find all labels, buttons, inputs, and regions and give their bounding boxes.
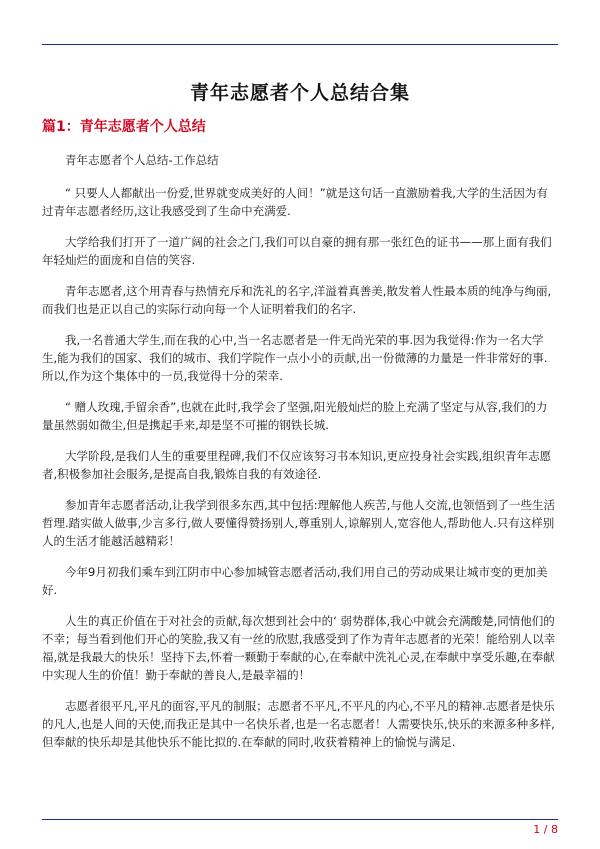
- page-title: 青年志愿者个人总结合集: [189, 82, 410, 104]
- paragraph: “ 只要人人都献出一份爱,世界就变成美好的人间！”就是这句话一直激励着我,大学的生活因为有过青年志愿者经历,这让我感受到了生命中充满爱.: [42, 186, 548, 218]
- section-heading: 篇1：青年志愿者个人总结: [42, 119, 206, 135]
- paragraph: 大学阶段,是我们人生的重要里程碑,我们不仅应该努习书本知识,更应投身社会实践,组织青年志愿者,积极参加社会服务,是提高自我,锻炼自我的有效途径.: [42, 449, 552, 481]
- paragraph: 人生的真正价值在于对社会的贡献,每次想到社会中的‘ 弱势群体,我心中就会充满酸楚,同情他们的不幸；每当看到他们开心的笑脸,我又有一丝的欣慰,我感受到了作为青年志愿者的光荣！能给别人以幸福,就是我最大的快乐！坚持下去,怀着一颗勤于奉献的心,在奉献中洗礼心灵,在奉献中享受乐趣,在奉献中实现人生的价值！勤于奉献的善良人,是最幸福的！: [42, 614, 556, 682]
- page-indicator: 1 / 8: [533, 823, 558, 836]
- paragraph: 今年9月初我们乘车到江阴市中心参加城管志愿者活动,我们用自己的劳动成果让城市变的更加美好.: [42, 565, 548, 597]
- document-body: [42, 151, 558, 764]
- footer-rule: [42, 819, 558, 820]
- paragraph: 志愿者很平凡,平凡的面容,平凡的制服；志愿者不平凡,不平凡的内心,不平凡的精神.志愿者是快乐的凡人,也是人间的天使,而我正是其中一名快乐者,也是一名志愿者！人需要快乐,快乐的来源多种多样,但奉献的快乐却是其他快乐不能比拟的.在奉献的同时,收获着精神上的愉悦与满足.: [42, 699, 555, 749]
- paragraph: 青年志愿者,这个用青春与热情充斥和洗礼的名字,洋溢着真善美,散发着人性最本质的纯净与绚丽,而我们也是正以自己的实际行动向每一个人证明着我们的名字.: [42, 284, 552, 316]
- paragraph: 大学给我们打开了一道广阔的社会之门,我们可以自豪的拥有那一张红色的证书——那上面有我们年轻灿烂的面庞和自信的笑容.: [42, 235, 552, 267]
- paragraph: 我,一名普通大学生,而在我的心中,当一名志愿者是一件无尚光荣的事.因为我觉得:作为一名大学生,能为我们的国家、我们的城市、我们学院作一点小小的贡献,出一份微薄的力量是一件非常好的事.所以,作为这个集体中的一员,我觉得十分的荣幸.: [42, 333, 548, 383]
- paragraph: “ 赠人玫瑰,手留余香”,也就在此时,我学会了坚强,阳光般灿烂的脸上充满了坚定与从容,我们的力量虽然弱如微尘,但是携起手来,却是坚不可摧的钢铁长城.: [42, 400, 548, 432]
- paragraph-subtitle: 青年志愿者个人总结-工作总结: [65, 153, 219, 167]
- header-rule: [42, 44, 558, 45]
- paragraph: 参加青年志愿者活动,让我学到很多东西,其中包括:理解他人疾苦,与他人交流,也领悟到了一些生活哲理.踏实做人做事,少言多行,做人要懂得赞扬别人,尊重别人,谅解别人,宽容他人,帮助他人.只有这样别人的生活才能越活越精彩！: [42, 498, 555, 548]
